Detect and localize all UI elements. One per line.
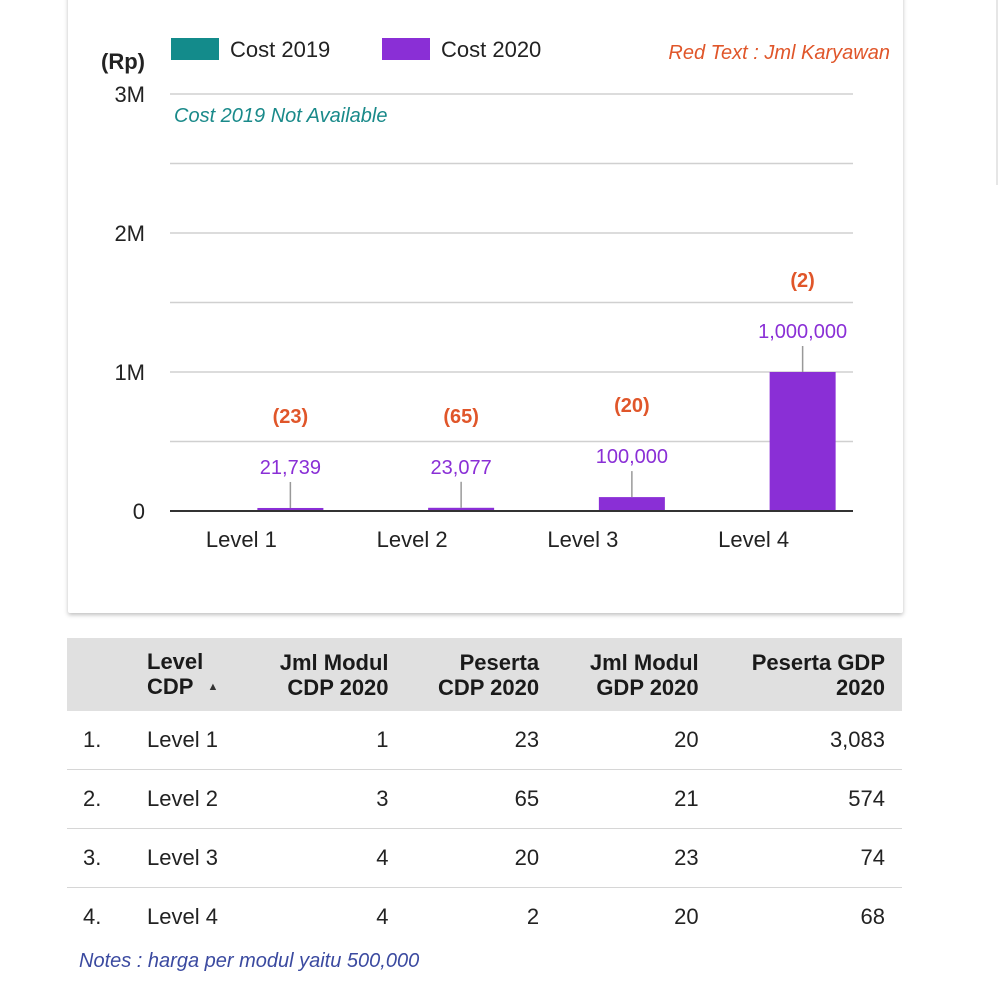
data-label-employees: (2) (790, 270, 815, 292)
header-index (67, 638, 147, 711)
neighbor-panel-edge (996, 0, 998, 185)
header-level-cdp[interactable]: Level CDP ▲ (147, 638, 257, 711)
row-peserta-cdp: 2 (526, 904, 540, 929)
x-tick-label: Level 2 (376, 527, 448, 552)
header-jml-modul-gdp[interactable]: Jml Modul GDP 2020 (567, 638, 727, 711)
sort-ascending-icon[interactable]: ▲ (207, 681, 219, 694)
row-peserta-gdp: 68 (860, 904, 885, 929)
row-index: 3. (67, 829, 147, 888)
table-row (67, 829, 902, 888)
data-table (67, 638, 902, 946)
legend-label-cost2019[interactable]: Cost 2019 (230, 37, 331, 62)
data-label-value: 1,000,000 (758, 321, 848, 343)
row-peserta-gdp: 574 (727, 770, 902, 829)
row-peserta-gdp: 3,083 (727, 711, 902, 770)
y-tick-label: 1M (114, 360, 145, 385)
bar-cost2020[interactable] (599, 497, 665, 511)
data-label-employees: (23) (272, 405, 309, 428)
row-level: Level 2 (147, 770, 257, 829)
table-row (67, 711, 902, 770)
red-text-note: Red Text : Jml Karyawan (668, 42, 890, 64)
cost-bar-chart (68, 0, 903, 613)
row-level: Level 1 (147, 711, 257, 770)
row-modul-gdp: 23 (567, 829, 727, 888)
header-peserta-cdp[interactable]: Peserta CDP 2020 (417, 638, 568, 711)
row-modul-cdp: 4 (376, 904, 389, 929)
table-header-row (67, 638, 902, 711)
x-tick-label: Level 3 (547, 527, 619, 552)
header-peserta-gdp[interactable]: Peserta GDP 2020 (727, 638, 902, 711)
cost2019-unavailable-note: Cost 2019 Not Available (174, 105, 388, 127)
row-modul-cdp: 1 (257, 711, 417, 770)
table-row (67, 770, 902, 829)
row-peserta-gdp: 74 (727, 829, 902, 888)
row-level: Level 3 (147, 829, 257, 888)
header-jml-modul-cdp[interactable]: Jml Modul CDP 2020 (257, 638, 417, 711)
row-index: 4. (83, 904, 102, 929)
notes-text: Notes : harga per modul yaitu 500,000 (79, 950, 420, 972)
x-tick-label: Level 4 (718, 527, 790, 552)
data-label-employees: (65) (443, 405, 479, 428)
data-label-value: 23,077 (430, 456, 492, 479)
row-modul-cdp: 4 (257, 829, 417, 888)
data-label-value: 21,739 (259, 456, 321, 479)
legend-swatch-cost2020[interactable] (382, 38, 430, 60)
row-modul-gdp: 21 (567, 770, 727, 829)
row-peserta-cdp: 23 (417, 711, 568, 770)
bar-cost2020[interactable] (770, 372, 836, 511)
data-label-employees: (20) (614, 395, 650, 418)
row-index: 2. (67, 770, 147, 829)
row-peserta-cdp: 20 (417, 829, 568, 888)
legend-swatch-cost2019[interactable] (171, 38, 219, 60)
row-modul-gdp: 20 (567, 711, 727, 770)
row-modul-gdp: 20 (674, 904, 699, 929)
row-modul-cdp: 3 (257, 770, 417, 829)
row-peserta-cdp: 65 (417, 770, 568, 829)
row-index: 1. (67, 711, 147, 770)
data-label-value: 100,000 (595, 446, 669, 469)
legend-label-cost2020[interactable]: Cost 2020 (441, 37, 542, 62)
row-level: Level 4 (147, 904, 218, 929)
y-tick-label: 0 (132, 499, 145, 524)
table-row (67, 888, 902, 947)
x-tick-label: Level 1 (205, 527, 277, 552)
chart-card (68, 0, 903, 613)
y-tick-label: 3M (114, 82, 145, 107)
y-unit-label: (Rp) (101, 49, 145, 74)
y-tick-label: 2M (114, 221, 145, 246)
